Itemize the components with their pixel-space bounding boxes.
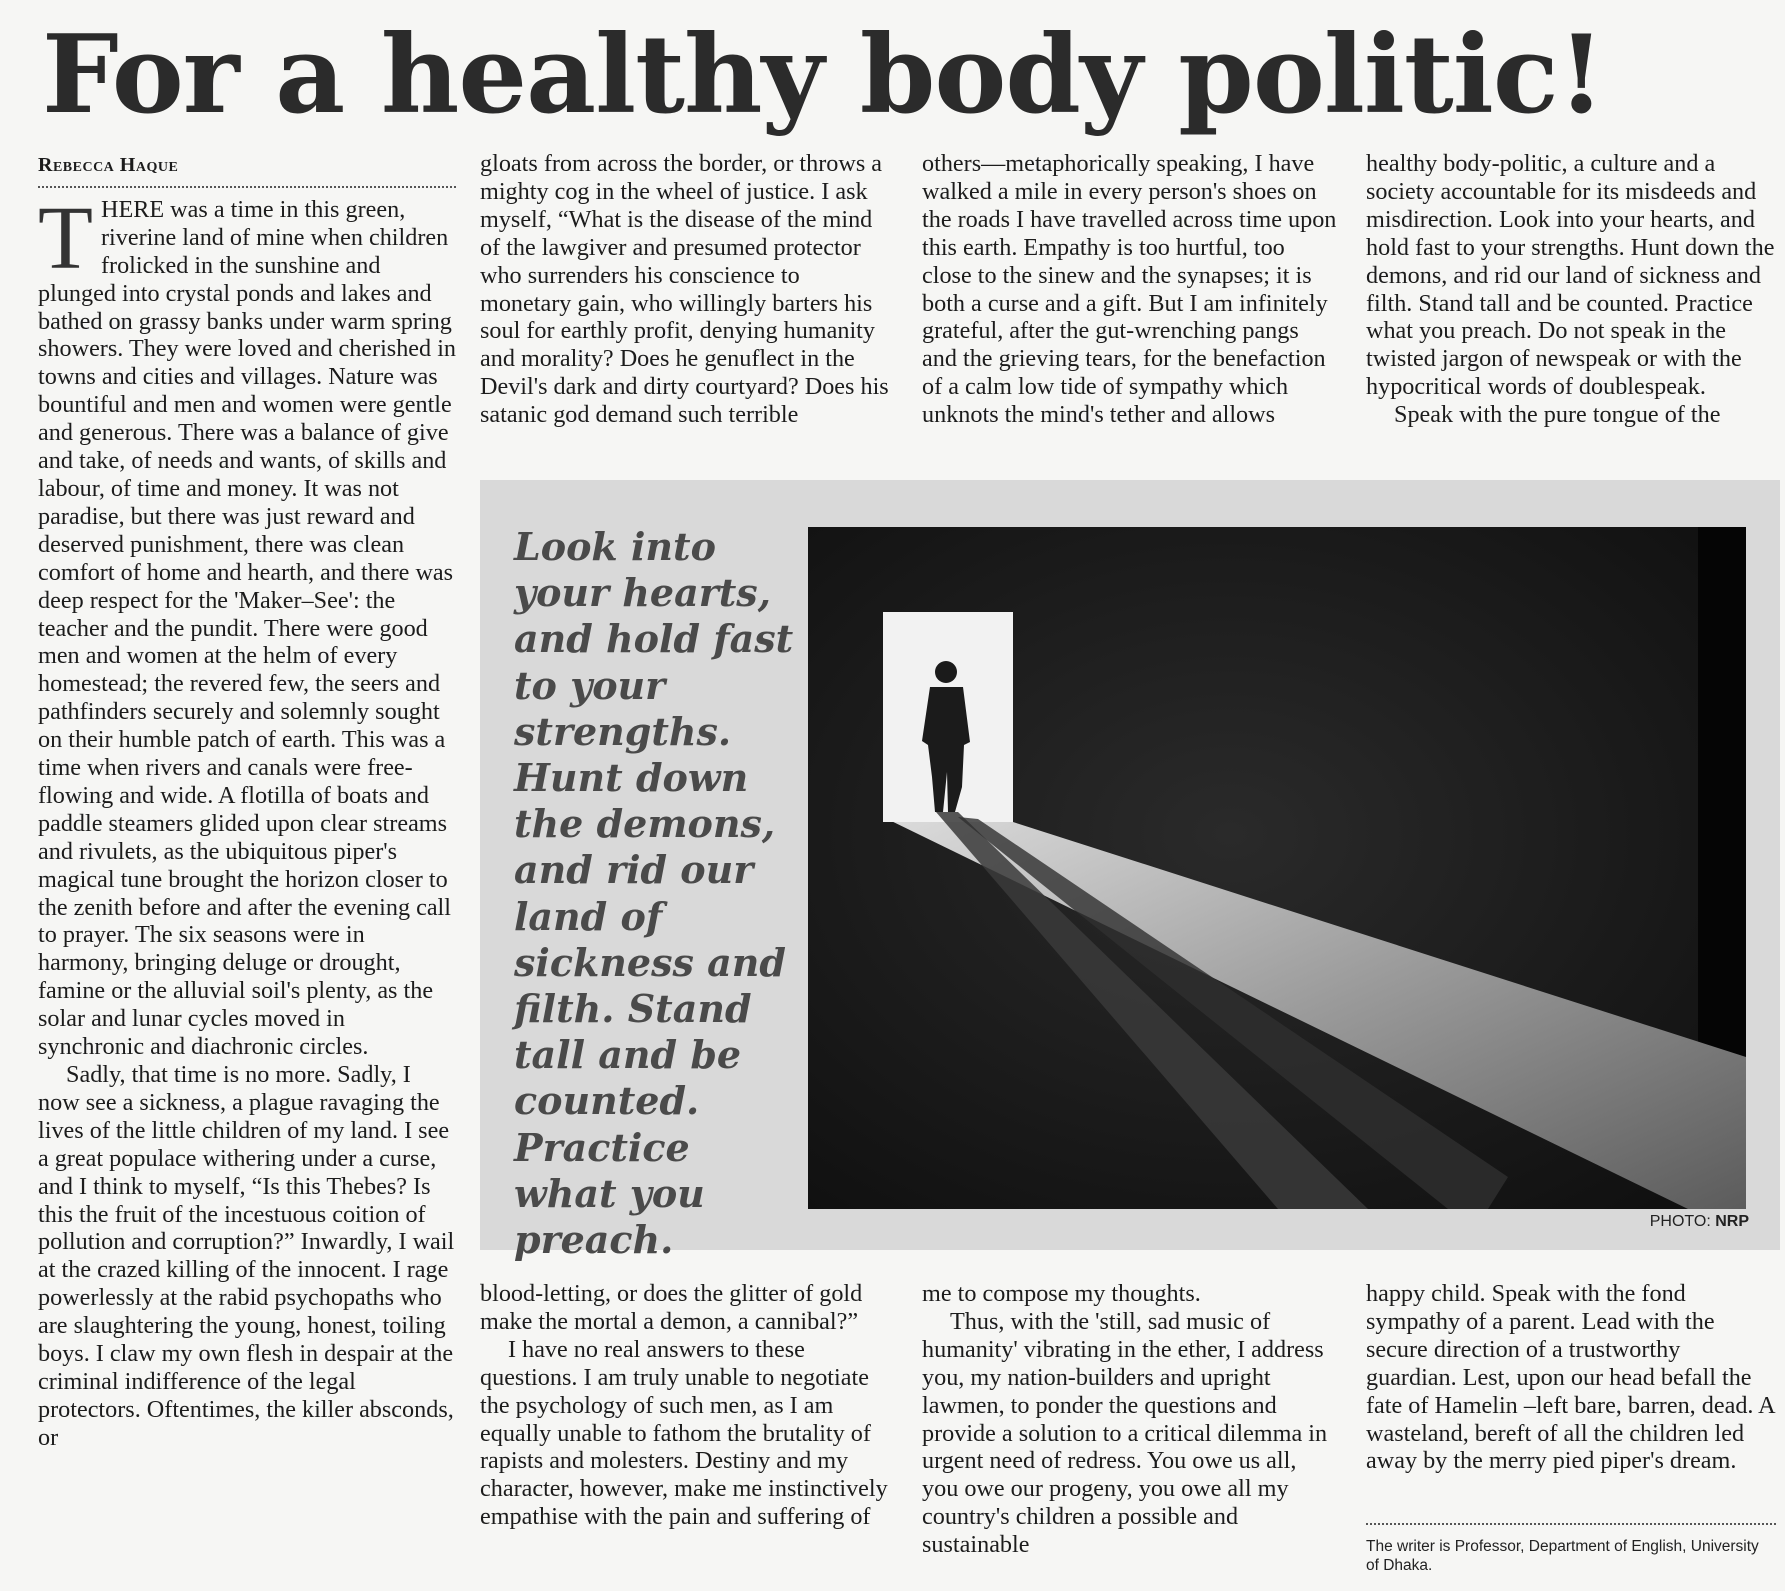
paragraph-1-text: HERE was a time in this green, riverine land of mine when children frolicked in the sunshine and plunged into crystal ponds and lakes and bathed on grassy banks under warm spring showers. They were loved and cherished in towns and cities and villages. Nature was bountiful and men and women were gentle and generous. There was a balance of give and take, of needs and wants, of skills and labour, of time and money. It was not paradise, but there was just reward and deserved punishment, there was clean comfort of home and hearth, and there was deep respect for the 'Maker–See': the teacher and the pundit. There were good men and women at the helm of every homestead; the revered few, the seers and pathfinders securely and solemnly sought on their humble patch of earth. This was a time when rivers and canals were free-flowing and wide. A flotilla of boats and paddle steamers glided upon clear streams and rivulets, as the ubiquitous piper's magical tune brought the horizon closer to the zenith before and after the evening call to prayer. The six seasons were in harmony, bringing deluge or drought, famine or the alluvial soil's plenty, as the solar and lunar cycles moved in synchronic and diachronic circles. [38, 195, 457, 1061]
photo-credit-label: PHOTO: [1649, 1213, 1711, 1230]
column-3-bottom-text: me to compose my thoughts. [922, 1280, 1201, 1307]
article-column-4-top [1366, 150, 1776, 429]
photo-credit-name: NRP [1715, 1213, 1749, 1230]
silhouette-in-doorway-illustration [808, 527, 1746, 1209]
paragraph-1 [38, 188, 457, 1061]
photo-credit [1650, 1213, 1749, 1231]
headline: For a healthy body politic! [42, 12, 1604, 138]
column-4-bottom-text: happy child. Speak with the fond sympathy of a parent. Lead with the secure direction of a trustworthy guardian. Lest, upon our head befall the fate of Hamelin –left bare, barren, dead. A wasteland, bereft of all the children led away by the merry pied piper's dream. [1366, 1280, 1775, 1475]
column-3-top-text: others—metaphorically speaking, I have walked a mile in every person's shoes on the roads I have travelled across time upon this earth. Empathy is too hurtful, too close to the sinew and the synapses; it is both a curse and a gift. But I am infinitely grateful, after the gut-wrenching pangs and the grieving tears, for the benefaction of a calm low tide of sympathy which unknots the mind's tether and allows [922, 150, 1337, 429]
column-2-bottom-text: blood-letting, or does the glitter of gold make the mortal a demon, a cannibal?” [480, 1280, 863, 1335]
article-column-2-top [480, 150, 895, 429]
article-column-4-bottom [1366, 1280, 1776, 1475]
pull-quote: Look into your hearts, and hold fast to your strengths. Hunt down the demons, and rid our land of sickness and filth. Stand tall and be counted. Practice what you preach. [514, 524, 794, 1263]
column-2-top-text: gloats from across the border, or throws a mighty cog in the wheel of justice. I ask myself, “What is the disease of the mind of the lawgiver and presumed protector who surrenders his conscience to monetary gain, who willingly barters his soul for earthly profit, denying humanity and morality? Does he genuflect in the Devil's dark and dirty courtyard? Does his satanic god demand such terrible [480, 150, 889, 429]
byline: Rebecca Haque [38, 152, 456, 188]
article-column-2-bottom [480, 1280, 895, 1531]
paragraph-2: Sadly, that time is no more. Sadly, I now see a sickness, a plague ravaging the lives of the little children of my land. I see a great populace withering under a curse, and I think to myself, “Is this Thebes? Is this the fruit of the incestuous coition of pollution and corruption?” Inwardly, I wail at the crazed killing of the innocent. I rage powerlessly at the rabid psychopaths who are slaughtering the young, honest, toiling boys. I claw my own flesh in despair at the criminal indifference of the legal protectors. Oftentimes, the killer absconds, or [38, 1061, 455, 1451]
author-note: The writer is Professor, Department of English, University of Dhaka. [1366, 1523, 1776, 1575]
article-photo [808, 527, 1746, 1209]
article-column-3-top [922, 150, 1337, 429]
column-2-bottom-paragraph: I have no real answers to these questions. I am truly unable to negotiate the psychology of such men, as I am equally unable to fathom the brutality of rapists and molesters. Destiny and my character, however, make me instinctively empathise with the pain and suffering of [480, 1335, 888, 1531]
column-4-top-continuation: Speak with the pure tongue of the [1394, 401, 1721, 429]
article-column-1 [38, 152, 456, 1452]
column-3-bottom-paragraph: Thus, with the 'still, sad music of humanity' vibrating in the ether, I address you, my nation-builders and upright lawmen, to ponder the questions and provide a solution to a critical dilemma in urgent need of redress. You owe us all, you owe our progeny, you owe all my country's children a possible and sustainable [922, 1307, 1328, 1559]
drop-cap: T [38, 188, 93, 288]
article-column-3-bottom [922, 1280, 1337, 1559]
column-4-top-text: healthy body-politic, a culture and a society accountable for its misdeeds and misdirection. Look into your hearts, and hold fast to your strengths. Hunt down the demons, and rid our land of sickness and filth. Stand tall and be counted. Practice what you preach. Do not speak in the twisted jargon of newspeak or with the hypocritical words of doublespeak. [1366, 150, 1775, 401]
